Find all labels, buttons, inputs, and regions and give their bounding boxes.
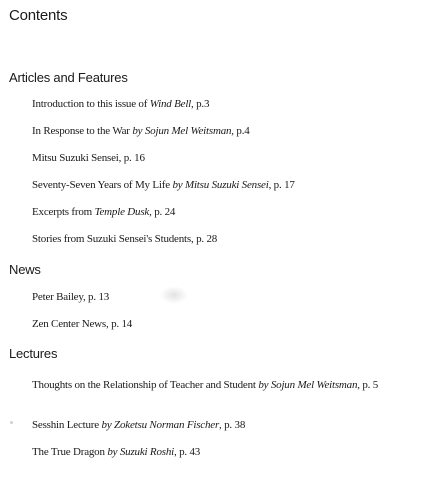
entry-text: Seventy-Seven Years of My Life [32, 179, 173, 191]
entry-italic: by Mitsu Suzuki Sensei [172, 179, 269, 191]
entry-italic: Temple Dusk [94, 206, 150, 218]
entry-italic: by Zoketsu Norman Fischer [101, 419, 220, 431]
entry-page: , p.3 [191, 98, 210, 110]
toc-entry-sesshin-lecture [32, 418, 405, 433]
entry-page: , p. 5 [357, 379, 379, 391]
scan-smudge [160, 286, 188, 304]
entry-italic: Wind Bell [149, 98, 192, 110]
entry-text: Thoughts on the Relationship of Teacher and Student [32, 379, 259, 391]
section-heading-articles: Articles and Features [9, 70, 128, 85]
entry-page: , p. 38 [219, 419, 246, 431]
toc-entry-stories [32, 232, 405, 247]
toc-entry-zen-center-news [32, 317, 405, 332]
entry-page: , p.4 [231, 125, 250, 137]
toc-entry-temple-dusk [32, 205, 405, 220]
entry-page: , p. 24 [149, 206, 176, 218]
entry-text: Introduction to this issue of [32, 98, 150, 110]
page-title: Contents [9, 7, 68, 24]
section-heading-news: News [9, 262, 41, 277]
entry-italic: by Suzuki Roshi [107, 446, 174, 458]
entry-text: Zen Center News, p. 14 [32, 318, 133, 330]
entry-page: , p. 43 [174, 446, 201, 458]
toc-entry-mitsu-suzuki [32, 151, 405, 166]
toc-entry-peter-bailey [32, 290, 405, 305]
entry-text: Mitsu Suzuki Sensei, p. 16 [32, 152, 145, 164]
entry-text: Stories from Suzuki Sensei's Students, p. 28 [32, 233, 218, 245]
toc-entry-seventy-seven-years [32, 178, 405, 193]
toc-entry-response-to-war [32, 124, 405, 139]
toc-entry-teacher-student [32, 378, 405, 393]
scan-dot [10, 421, 13, 424]
section-heading-lectures: Lectures [9, 346, 58, 361]
toc-entry-introduction [32, 97, 405, 112]
entry-text: Excerpts from [32, 206, 95, 218]
entry-text: Peter Bailey, p. 13 [32, 291, 110, 303]
entry-text: The True Dragon [32, 446, 108, 458]
entry-page: , p. 17 [268, 179, 295, 191]
entry-italic: by Sojun Mel Weitsman [258, 379, 358, 391]
toc-entry-true-dragon [32, 445, 405, 460]
entry-text: Sesshin Lecture [32, 419, 102, 431]
entry-text: In Response to the War [32, 125, 133, 137]
entry-italic: by Sojun Mel Weitsman [132, 125, 232, 137]
